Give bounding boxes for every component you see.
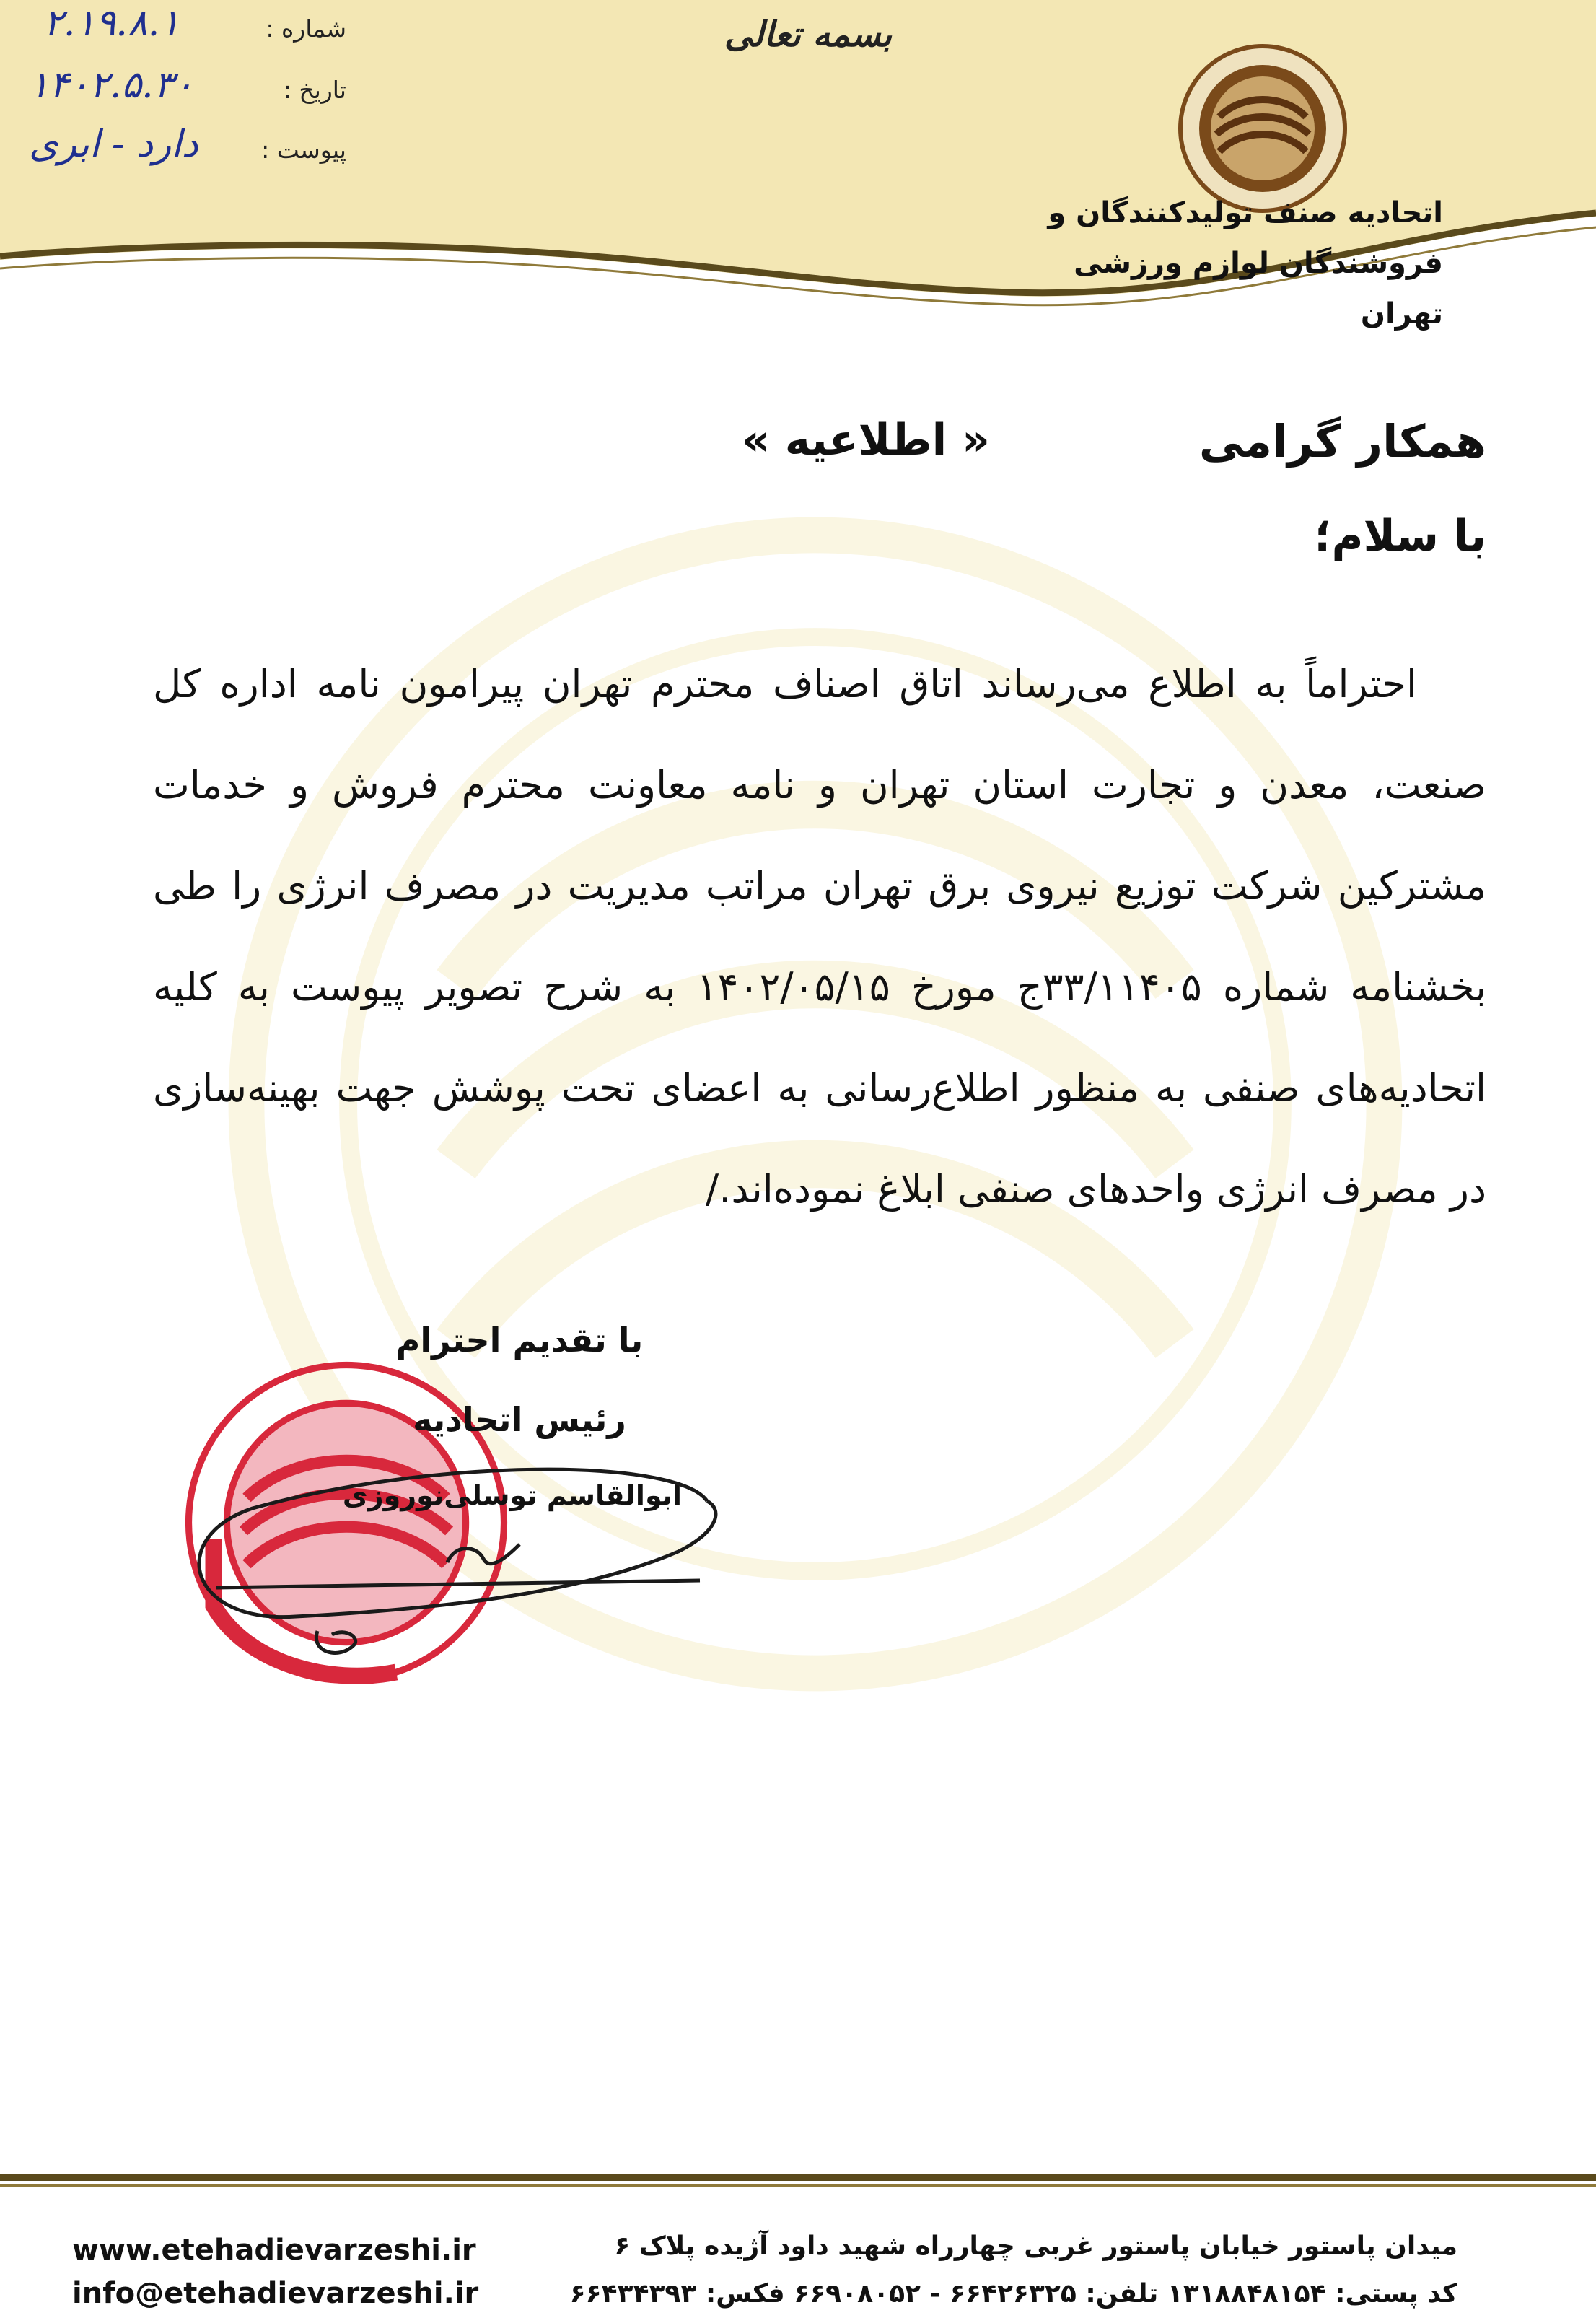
- greeting: با سلام؛: [1314, 511, 1486, 561]
- date-value: ۱۴۰۲.۵.۳۰: [29, 64, 194, 107]
- organization-name-line2: فروشندگان لوازم ورزشی تهران: [1074, 247, 1443, 331]
- notice-title: « اطلاعیه »: [742, 415, 990, 465]
- website-link[interactable]: www.etehadievarzeshi.ir: [72, 2234, 476, 2267]
- date-label: تاریخ :: [283, 76, 346, 104]
- footer-divider: [0, 2172, 1596, 2201]
- number-value: ۲.۱۹.۸.۱: [43, 1, 180, 45]
- organization-name: [996, 188, 1443, 339]
- title-row: [144, 408, 1486, 494]
- letter-body: [153, 634, 1486, 1240]
- handwritten-signature-icon: [173, 1443, 722, 1674]
- basmala-heading: بسمه تعالی: [724, 14, 893, 55]
- attachment-label: پیوست :: [261, 136, 346, 164]
- email-link[interactable]: info@etehadievarzeshi.ir: [72, 2277, 479, 2310]
- organization-name-line1: اتحادیه صنف تولیدکنندگان و: [1048, 196, 1443, 229]
- footer-address-line2: کد پستی: ۱۳۱۸۸۴۸۱۵۴ تلفن: ۶۶۴۲۶۳۲۵ - ۶۶۹۰۸۰۵۲ فکس: ۶۶۴۳۴۳۹۳: [569, 2279, 1457, 2309]
- letter-body-text: احتراماً به اطلاع می‌رساند اتاق اصناف محترم تهران پیرامون نامه اداره کل صنعت، معدن و تجارت استان تهران و نامه معاونت محترم فروش و خدمات مشترکین شرکت توزیع نیروی برق تهران مراتب مدیریت در مصرف انرژی را طی بخشنامه شماره ۳۳/۱۱۴۰۵ج مورخ ۱۴۰۲/۰۵/۱۵ به شرح تصویر پیوست به کلیه اتحادیه‌های صنفی به منظور اطلاع‌رسانی به اعضای تحت پوشش جهت بهینه‌سازی در مصرف انرژی واحدهای صنفی ابلاغ نموده‌اند./: [153, 661, 1486, 1212]
- footer-address-line1: میدان پاستور خیابان پاستور غربی چهارراه شهید داود آژیده پلاک ۶: [614, 2231, 1457, 2261]
- number-label: شماره :: [266, 14, 346, 43]
- footer-address: [569, 2223, 1457, 2317]
- closing-phrase: با تقدیم احترام: [395, 1321, 644, 1360]
- footer-contact: [72, 2229, 505, 2315]
- recipient-salutation: همکار گرامی: [1198, 415, 1486, 468]
- signer-name: ابوالقاسم توسلی‌نوروزی: [342, 1479, 683, 1511]
- signer-role: رئیس اتحادیه: [413, 1400, 626, 1439]
- attachment-value: دارد - ابری: [29, 123, 198, 166]
